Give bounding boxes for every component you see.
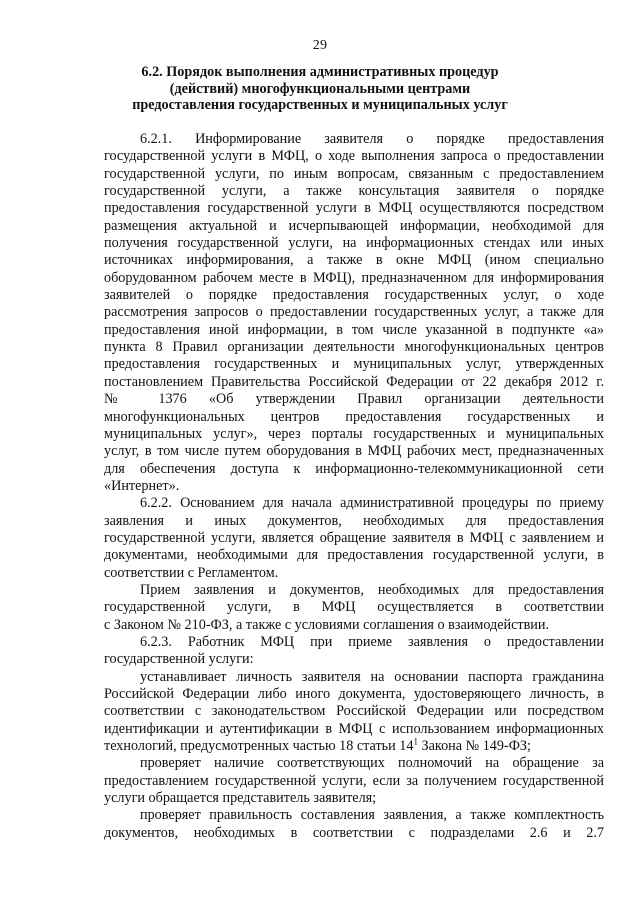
- paragraph-line: государственной услуги, в МФЦ осуществляется в соответствии: [104, 599, 604, 616]
- paragraph-line: с Законом № 210-ФЗ, а также с условиями соглашения о взаимодействии.: [104, 616, 550, 633]
- page-number: 29: [312, 38, 328, 53]
- paragraph-line: Российской Федерации либо иного документа, удостоверяющего личность, в: [104, 686, 604, 702]
- paragraph-line: получения государственной услуги, на информационных стендах или иных: [104, 235, 604, 252]
- paragraph-line: рассмотрения запросов о предоставлении государственных услуг, а также для: [104, 304, 604, 321]
- footnote-reference: 1: [413, 738, 418, 747]
- paragraph-line: проверяет наличие соответствующих полномочий на обращение за: [140, 755, 604, 772]
- paragraph-line: «Интернет».: [104, 477, 180, 494]
- paragraph-line: предоставления государственных и муниципальных услуг, утвержденных: [104, 356, 604, 373]
- paragraph-line: оборудованном рабочем месте в МФЦ), предназначенном для информирования: [104, 269, 604, 286]
- paragraph-line: предоставлением государственной услуги, если за получением государственной: [104, 772, 604, 789]
- paragraph-line: государственной услуги в МФЦ, о ходе выполнения запроса о предоставлении: [104, 148, 604, 165]
- paragraph-line: соответствии с законодательством Российской Федерации или посредством: [104, 703, 604, 720]
- paragraph-line: Прием заявления и документов, необходимых для предоставления: [140, 581, 604, 598]
- paragraph-line-tail: Закона № 149-ФЗ;: [417, 738, 531, 755]
- paragraph-line: заявителей о порядке предоставления государственных услуг, о ходе: [104, 287, 604, 304]
- paragraph-line: 6.2.2. Основанием для начала административной процедуры по приему: [140, 495, 604, 512]
- paragraph-line: 6.2.1. Информирование заявителя о порядке предоставления: [140, 131, 604, 147]
- paragraph-line: заявления и иных документов, необходимых для предоставления: [104, 512, 604, 529]
- paragraph-line: документами, необходимыми для предоставления государственной услуги, в: [104, 547, 604, 564]
- paragraph-line: многофункциональных центров предоставления государственных и: [104, 408, 604, 425]
- document-body: [104, 131, 604, 842]
- paragraph-line: государственной услуги, а также консультация заявителя о порядке: [104, 183, 604, 200]
- paragraph-line: документов, необходимых в соответствии с подразделами 2.6 и 2.7: [104, 824, 604, 841]
- paragraph-line: источниках информирования, а также в окне МФЦ (ином специально: [104, 252, 604, 269]
- paragraph-line-text: технологий, предусмотренных частью 18 статьи 14: [104, 738, 414, 755]
- paragraph-line: соответствии с Регламентом.: [104, 564, 279, 581]
- paragraph-line: размещения актуальной и исчерпывающей информации, необходимой для: [104, 217, 604, 234]
- paragraph-line: предоставления иной информации, в том числе указанной в подпункте «а»: [104, 321, 604, 338]
- paragraph-line: пункта 8 Правил организации деятельности многофункциональных центров: [104, 339, 604, 356]
- paragraph-line: 6.2.3. Работник МФЦ при приеме заявления о предоставлении: [140, 633, 604, 650]
- paragraph-line: государственной услуги, является обращение заявителя в МФЦ с заявлением и: [104, 529, 604, 546]
- paragraph-line: устанавливает личность заявителя на основании паспорта гражданина: [140, 668, 604, 685]
- paragraph-line: услуг, в том числе путем оборудования в МФЦ рабочих мест, предназначенных: [104, 443, 604, 460]
- paragraph-line: государственной услуги, по иным вопросам, связанным с предоставлением: [104, 165, 604, 182]
- paragraph-line: для обеспечения доступа к информационно-телекоммуникационной сети: [104, 460, 604, 477]
- paragraph-line: услуги обращается представитель заявителя;: [104, 790, 377, 807]
- paragraph-line: муниципальных услуг», через порталы государственных и муниципальных: [104, 425, 604, 442]
- paragraph-line: проверяет правильность составления заявления, а также комплектность: [140, 807, 604, 824]
- heading-line: 6.2. Порядок выполнения административных процедур: [141, 64, 499, 80]
- paragraph-line: идентификации и аутентификации в МФЦ с использованием информационных: [104, 720, 604, 737]
- paragraph-line: предоставления государственной услуги в МФЦ осуществляются посредством: [104, 200, 604, 217]
- heading-line: предоставления государственных и муниципальных услуг: [132, 97, 508, 114]
- paragraph-line: № 1376 «Об утверждении Правил организации деятельности: [104, 391, 604, 408]
- paragraph-line: государственной услуги:: [104, 651, 254, 668]
- paragraph-line: постановлением Правительства Российской Федерации от 22 декабря 2012 г.: [104, 373, 604, 390]
- heading-line: (действий) многофункциональными центрами: [169, 80, 471, 97]
- paragraph-line: [104, 738, 604, 755]
- section-heading: [100, 64, 540, 114]
